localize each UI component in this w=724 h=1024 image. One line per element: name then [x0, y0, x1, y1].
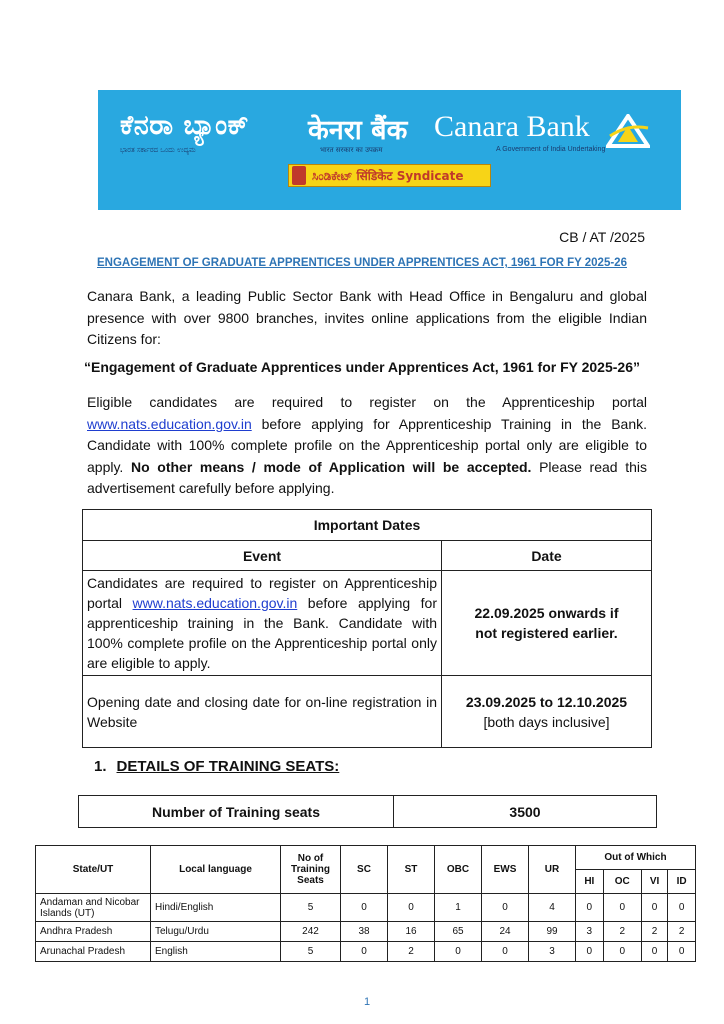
cell-state: Andhra Pradesh — [36, 922, 151, 942]
col-sc: SC — [341, 846, 388, 894]
canara-triangle-logo-icon — [606, 114, 650, 153]
cell-st: 16 — [388, 922, 435, 942]
cell-ews: 24 — [482, 922, 529, 942]
cell-obc: 1 — [435, 894, 482, 922]
state-seat-table — [35, 845, 696, 962]
cell-state: Arunachal Pradesh — [36, 942, 151, 962]
col-state: State/UT — [36, 846, 151, 894]
cell-vi: 0 — [641, 894, 667, 922]
col-ews: EWS — [482, 846, 529, 894]
section-heading — [94, 758, 339, 775]
event-cell-online-registration: Opening date and closing date for on-line registration in Website — [83, 676, 442, 748]
eligibility-text-1: Eligible candidates are required to register on the Apprenticeship portal — [87, 394, 647, 410]
intro-paragraph: Canara Bank, a leading Public Sector Bank with Head Office in Bengaluru and global presence with over 9800 branches, invites online applications from the eligible Indian Citizens for: — [87, 288, 647, 347]
section-number: 1. — [94, 758, 107, 775]
eligibility-text-2: before applying for Apprenticeship Training in the Bank. Candidate with 100% complete profile on the Apprenticeship portal only are eligible to apply. — [87, 415, 647, 475]
col-out-of-which: Out of Which — [576, 846, 696, 870]
event-text: Candidates are required to register on Apprenticeship portal — [87, 575, 437, 611]
syndicate-badge — [288, 164, 491, 187]
nats-portal-link-table[interactable]: www.nats.education.gov.in — [132, 595, 298, 611]
eligibility-paragraph — [87, 392, 647, 500]
training-seats-value: 3500 — [394, 796, 657, 828]
col-oc: OC — [603, 870, 641, 894]
cell-state: Andaman and Nicobar Islands (UT) — [36, 894, 151, 922]
cell-sc: 0 — [341, 894, 388, 922]
cell-ur: 99 — [529, 922, 576, 942]
table-row — [36, 894, 696, 922]
cell-id: 0 — [668, 894, 696, 922]
canara-bank-banner — [98, 90, 681, 210]
important-dates-table — [82, 509, 652, 748]
cell-ews: 0 — [482, 942, 529, 962]
registration-date-note: [both days inclusive] — [483, 713, 610, 730]
cell-seats: 242 — [281, 922, 341, 942]
col-vi: VI — [641, 870, 667, 894]
cell-oc: 2 — [603, 922, 641, 942]
cell-obc: 65 — [435, 922, 482, 942]
cell-sc: 38 — [341, 922, 388, 942]
cell-ews: 0 — [482, 894, 529, 922]
brand-tagline-hindi: भारत सरकार का उपक्रम — [320, 146, 383, 154]
cell-hi: 3 — [576, 922, 604, 942]
brand-tagline-english: A Government of India Undertaking — [496, 146, 606, 153]
col-training-seats: No of Training Seats — [281, 846, 341, 894]
date-column-header: Date — [442, 541, 652, 571]
cell-sc: 0 — [341, 942, 388, 962]
nats-portal-link[interactable]: www.nats.education.gov.in — [87, 415, 252, 432]
brand-name-kannada: ಕೆನರಾ ಬ್ಯಾಂಕ್ — [120, 110, 250, 141]
col-language: Local language — [151, 846, 281, 894]
table-row — [36, 942, 696, 962]
col-ur: UR — [529, 846, 576, 894]
cell-ur: 4 — [529, 894, 576, 922]
brand-name-hindi: केनरा बैंक — [308, 115, 408, 146]
training-seats-label: Number of Training seats — [79, 796, 394, 828]
eligibility-text-3: Please read this advertisement carefully before applying. — [87, 458, 647, 496]
date-cell-registration: 22.09.2025 onwards if not registered earlier. — [442, 571, 652, 676]
table-row — [36, 922, 696, 942]
cell-language: English — [151, 942, 281, 962]
cell-seats: 5 — [281, 894, 341, 922]
cell-oc: 0 — [603, 942, 641, 962]
cell-vi: 0 — [641, 942, 667, 962]
cell-vi: 2 — [641, 922, 667, 942]
cell-oc: 0 — [603, 894, 641, 922]
col-st: ST — [388, 846, 435, 894]
cell-st: 2 — [388, 942, 435, 962]
cell-hi: 0 — [576, 942, 604, 962]
syndicate-label: ಸಿಂಡಿಕೇಟ್ सिंडिकेट Syndicate — [312, 169, 464, 183]
eligibility-bold-note: No other means / mode of Application will be accepted. — [130, 458, 532, 475]
col-hi: HI — [576, 870, 604, 894]
event-cell-registration — [83, 571, 442, 676]
event-text-cont: before applying for apprenticeship training in the Bank. Candidate with 100% complete profile on the Apprenticeship portal only are eligible to apply. — [87, 595, 437, 671]
brand-tagline-kannada: ಭಾರತ ಸರ್ಕಾರದ ಒಂದು ಉದ್ಯಮ — [120, 146, 196, 154]
training-seats-table — [78, 795, 657, 828]
brand-name-english: Canara Bank — [434, 110, 590, 143]
cell-hi: 0 — [576, 894, 604, 922]
cell-seats: 5 — [281, 942, 341, 962]
cell-id: 2 — [668, 922, 696, 942]
important-dates-title: Important Dates — [83, 510, 652, 541]
cell-obc: 0 — [435, 942, 482, 962]
reference-number: CB / AT /2025 — [559, 229, 645, 245]
registration-date-range: 23.09.2025 to 12.10.2025 — [465, 693, 628, 710]
cell-language: Hindi/English — [151, 894, 281, 922]
cell-id: 0 — [668, 942, 696, 962]
notice-heading: ENGAGEMENT OF GRADUATE APPRENTICES UNDER APPRENTICES ACT, 1961 FOR FY 2025-26 — [97, 257, 627, 269]
cell-ur: 3 — [529, 942, 576, 962]
quoted-title: “Engagement of Graduate Apprentices under Apprentices Act, 1961 for FY 2025-26” — [83, 359, 640, 375]
cell-st: 0 — [388, 894, 435, 922]
syndicate-logo-icon — [292, 166, 306, 185]
event-column-header: Event — [83, 541, 442, 571]
date-cell-online-registration — [442, 676, 652, 748]
page-number: 1 — [363, 996, 371, 1008]
col-id: ID — [668, 870, 696, 894]
col-obc: OBC — [435, 846, 482, 894]
cell-language: Telugu/Urdu — [151, 922, 281, 942]
section-title: DETAILS OF TRAINING SEATS: — [116, 758, 340, 775]
